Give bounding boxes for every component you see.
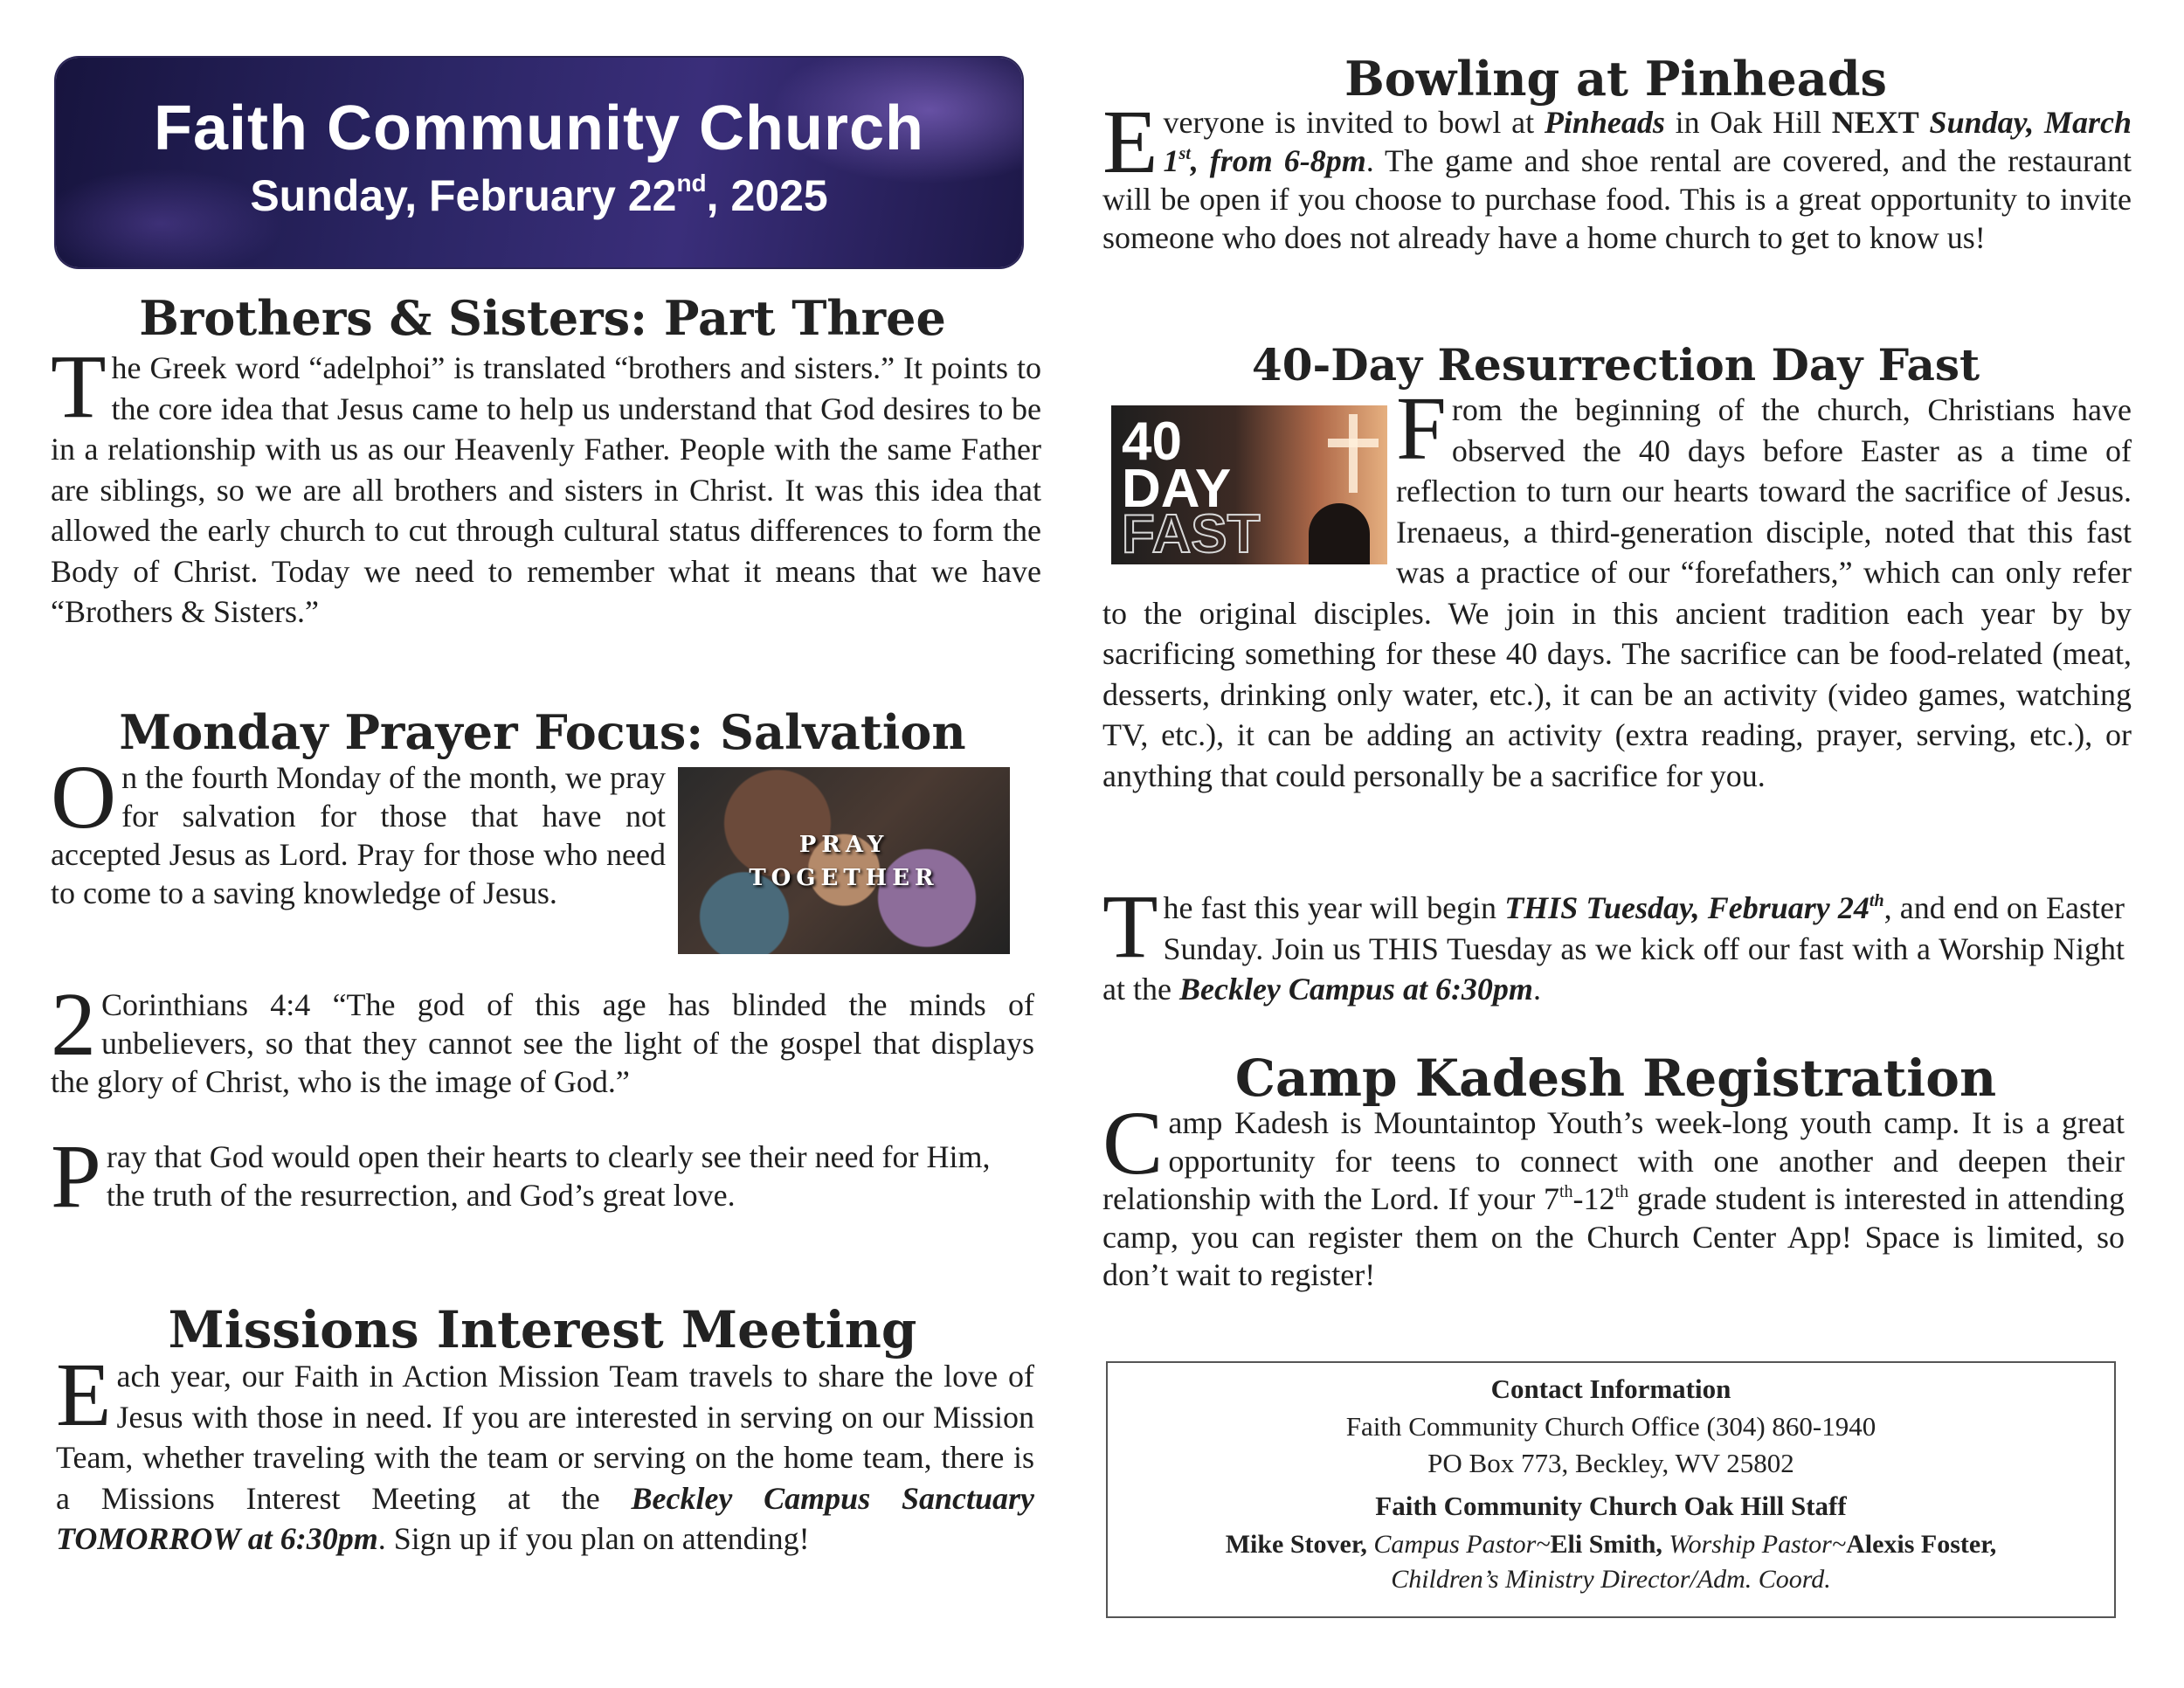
pray-together-image [678,767,1010,954]
office-phone: Faith Community Church Office (304) 860-1940 [1345,1411,1876,1442]
drop-cap: E [1102,92,1158,192]
staff-list: Mike Stover, Campus Pastor~Eli Smith, Worship Pastor~Alexis Foster, Children’s Ministry Director/Adm. Coord. [1225,1530,1997,1594]
brothers-body: The Greek word “adelphoi” is translated “brothers and sisters.” It points to the core idea that Jesus came to help us understand that God desires to be in a relationship with us as our Heavenly Father. People with the same Father are siblings, so we are all brothers and sisters in Christ. It was this idea that allowed the early church to cut through cultural status differences to form the Body of Christ. Today we need to remember what it means that we have “Brothers & Sisters.” [51,336,1041,629]
fast-title: 40-Day Resurrection Day Fast [1251,339,1980,391]
prayer-body: On the fourth Monday of the month, we pray for salvation for those that have not accepted Jesus as Lord. Pray for those who need to come to a saving knowledge of Jesus. [51,747,666,910]
fast-body: From the beginning of the church, Christians have observed the 40 days before Easter as a time of reflection to turn our hearts toward the sacrifice of Jesus. Irenaeus, a third-generation disciple, noted that this fast was a practice of our “forefathers,” which can only refer to the original disciples. We join in this ancient tradition each year by by sacrificing something for these 40 days. The sacrifice can be food-related (meat, desserts, drinking only water, etc.), it can be an activity (video games, watching TV, etc.), it can be adding an activity (extra reading, prayer, serving, etc.), or anything that could personally be a sacrifice for you. [1102,378,2132,793]
image-caption-together: TOGETHER [749,865,939,891]
drop-cap: C [1102,1093,1164,1193]
camp-body: Camp Kadesh is Mountaintop Youth’s week-long youth camp. It is a great opportunity for teens to connect with one another and deepen their relationship with the Lord. If your 7th-12th grade student is interested in attending camp, you can register them on the Church Center App! Space is limited, so don’t wait to register! [1102,1093,2125,1292]
staff-heading: Faith Community Church Oak Hill Staff [1375,1491,1847,1521]
image-label-fast: FAST [1122,504,1261,564]
brothers-title: Brothers & Sisters: Part Three [139,290,946,346]
church-name: Faith Community Church [154,93,924,163]
header-banner [56,58,1022,267]
image-spacer [1102,390,1396,564]
bulletin-date: Sunday, February 22nd, 2025 [250,169,828,220]
verse-text: 2 Corinthians 4:4 “The god of this age has blinded the minds of unbelievers, so that they cannot see the light of the gospel that displays the glory of Christ, who is the image of God.” [51,974,1034,1099]
contact-box [1106,1361,2116,1618]
drop-cap: P [51,1126,101,1227]
contact-heading: Contact Information [1490,1373,1731,1404]
bowling-body: Everyone is invited to bowl at Pinheads in Oak Hill NEXT Sunday, March 1st, from 6-8pm. The game and shoe rental are covered, and the restaurant will be open if you choose to purchase food. This is a great opportunity to invite someone who does not already have a home church to get to know us! [1102,92,2132,255]
missions-title: Missions Interest Meeting [168,1300,917,1359]
bowling-title: Bowling at Pinheads [1344,51,1887,107]
drop-cap: O [51,747,117,847]
pray-text: Pray that God would open their hearts to clearly see their need for Him, the truth of the resurrection, and God’s great love. [51,1126,991,1227]
drop-cap: F [1396,378,1447,479]
image-caption-pray: PRAY [798,832,889,858]
image-label-40: 40 [1122,412,1182,472]
missions-body: Each year, our Faith in Action Mission Team travels to share the love of Jesus with those in need. If you are interested in serving on our Mission Team, whether traveling with the team or serving on the home team, there is a Missions Interest Meeting at the Beckley Campus Sanctuary TOMORROW at 6:30pm. Sign up if you plan on attending! [56,1345,1034,1556]
drop-cap: E [56,1345,112,1445]
fast-schedule: The fast this year will begin THIS Tuesday, February 24th, and end on Easter Sunday. Join us THIS Tuesday as we kick off our fast with a Worship Night at the Beckley Campus at 6:30pm. [1102,876,2125,1007]
drop-cap: T [1102,876,1158,977]
drop-cap: T [51,336,107,437]
mailing-address: PO Box 773, Beckley, WV 25802 [1427,1448,1794,1478]
image-label-day: DAY [1122,459,1232,519]
prayer-title: Monday Prayer Focus: Salvation [119,704,966,760]
drop-cap: 2 [51,974,96,1075]
camp-title: Camp Kadesh Registration [1234,1048,1997,1108]
